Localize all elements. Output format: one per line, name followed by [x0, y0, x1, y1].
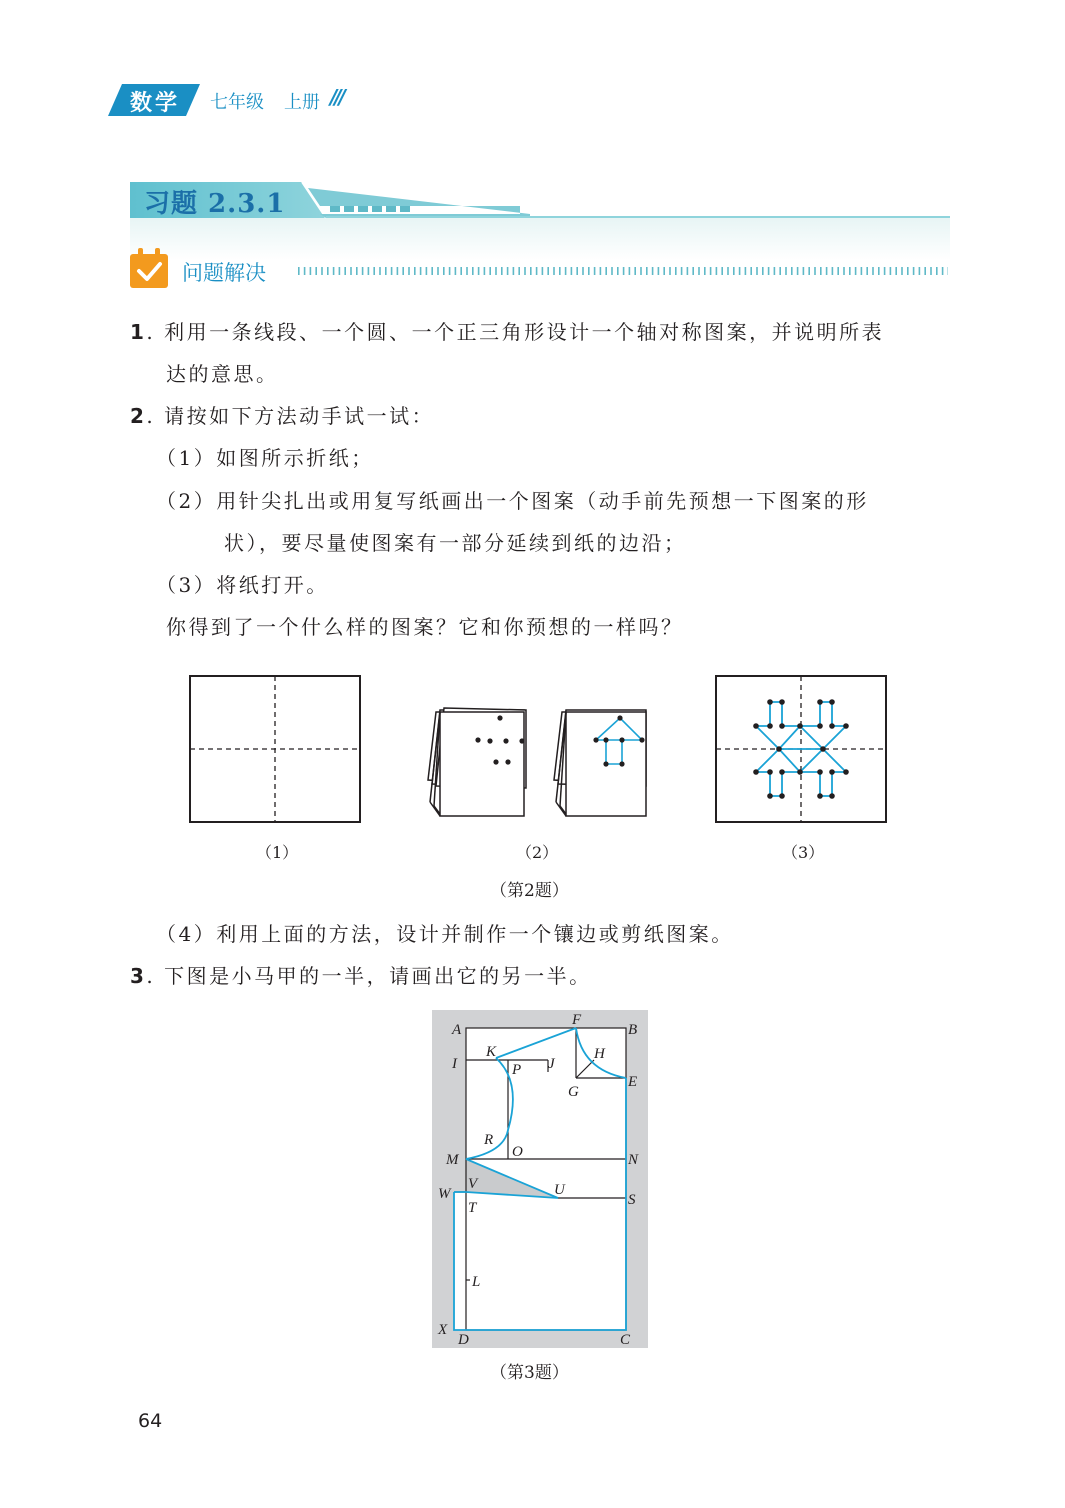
- figure-2-1-label: （1）: [256, 843, 299, 862]
- figure-2-2-pinhole-diagram: [426, 706, 652, 822]
- grade-label: 七年级: [210, 92, 264, 113]
- question-3-line: [130, 960, 592, 989]
- section-dotted-rule: [298, 266, 948, 276]
- figure-2-3-label: （3）: [782, 843, 825, 862]
- vest-half-diagram: [432, 1010, 648, 1348]
- question-1-number: 1: [130, 320, 147, 344]
- point-W: W: [438, 1186, 451, 1202]
- point-K: K: [486, 1044, 497, 1060]
- page-number: 64: [138, 1410, 163, 1432]
- volume-label: 上册: [284, 92, 320, 113]
- point-C: C: [620, 1332, 631, 1348]
- question-2-step-2-line-2: 状），要尽量使图案有一部分延续到纸的边沿；: [224, 531, 687, 555]
- question-2-step-4: （4）利用上面的方法，设计并制作一个镶边或剪纸图案。: [156, 922, 734, 946]
- point-G: G: [568, 1084, 579, 1100]
- question-1-text: . 利用一条线段、一个圆、一个正三角形设计一个轴对称图案，并说明所表: [146, 320, 885, 344]
- question-1-line-2: 达的意思。: [166, 362, 279, 386]
- figure-2-3-opened-pattern: [714, 674, 890, 826]
- point-F: F: [572, 1012, 582, 1028]
- point-R: R: [484, 1132, 494, 1148]
- point-P: P: [512, 1062, 522, 1078]
- question-2-step-1: （1）如图所示折纸；: [156, 446, 374, 470]
- point-T: T: [468, 1200, 477, 1216]
- question-2-step-2-line-1: （2）用针尖扎出或用复写纸画出一个图案（动手前先预想一下图案的形: [156, 489, 869, 513]
- point-J: J: [548, 1056, 555, 1072]
- section-title: 问题解决: [182, 261, 266, 285]
- point-X: X: [438, 1322, 448, 1338]
- point-B: B: [628, 1022, 638, 1038]
- figure-2-caption: （第2题）: [490, 881, 569, 901]
- calendar-check-icon: [130, 248, 168, 288]
- point-E: E: [628, 1074, 638, 1090]
- figure-3-caption: （第3题）: [490, 1363, 569, 1383]
- point-S: S: [628, 1192, 636, 1208]
- point-D: D: [458, 1332, 469, 1348]
- exercise-title: 习题 2.3.1: [144, 189, 286, 219]
- point-A: A: [452, 1022, 462, 1038]
- point-M: M: [446, 1152, 459, 1168]
- question-1-line-1: [130, 316, 884, 345]
- header-slashes: ///: [330, 85, 343, 109]
- question-2-intro-text: . 请按如下方法动手试一试：: [146, 404, 435, 428]
- point-V: V: [468, 1176, 478, 1192]
- point-L: L: [472, 1274, 481, 1290]
- question-3-text: . 下图是小马甲的一半，请画出它的另一半。: [146, 964, 592, 988]
- point-U: U: [554, 1182, 565, 1198]
- point-I: I: [452, 1056, 457, 1072]
- figure-2-2-label: （2）: [516, 843, 559, 862]
- subject-tab: [108, 84, 200, 116]
- figure-2-1-fold-diagram: [188, 674, 364, 826]
- point-O: O: [512, 1144, 523, 1160]
- point-H: H: [594, 1046, 605, 1062]
- question-2-number: 2: [130, 404, 147, 428]
- subject-label: 数学: [130, 91, 181, 116]
- question-2-question: 你得到了一个什么样的图案？它和你预想的一样吗？: [166, 615, 684, 639]
- question-2-step-3: （3）将纸打开。: [156, 573, 329, 597]
- point-N: N: [628, 1152, 639, 1168]
- question-3-number: 3: [130, 964, 147, 988]
- question-2-intro: [130, 400, 434, 429]
